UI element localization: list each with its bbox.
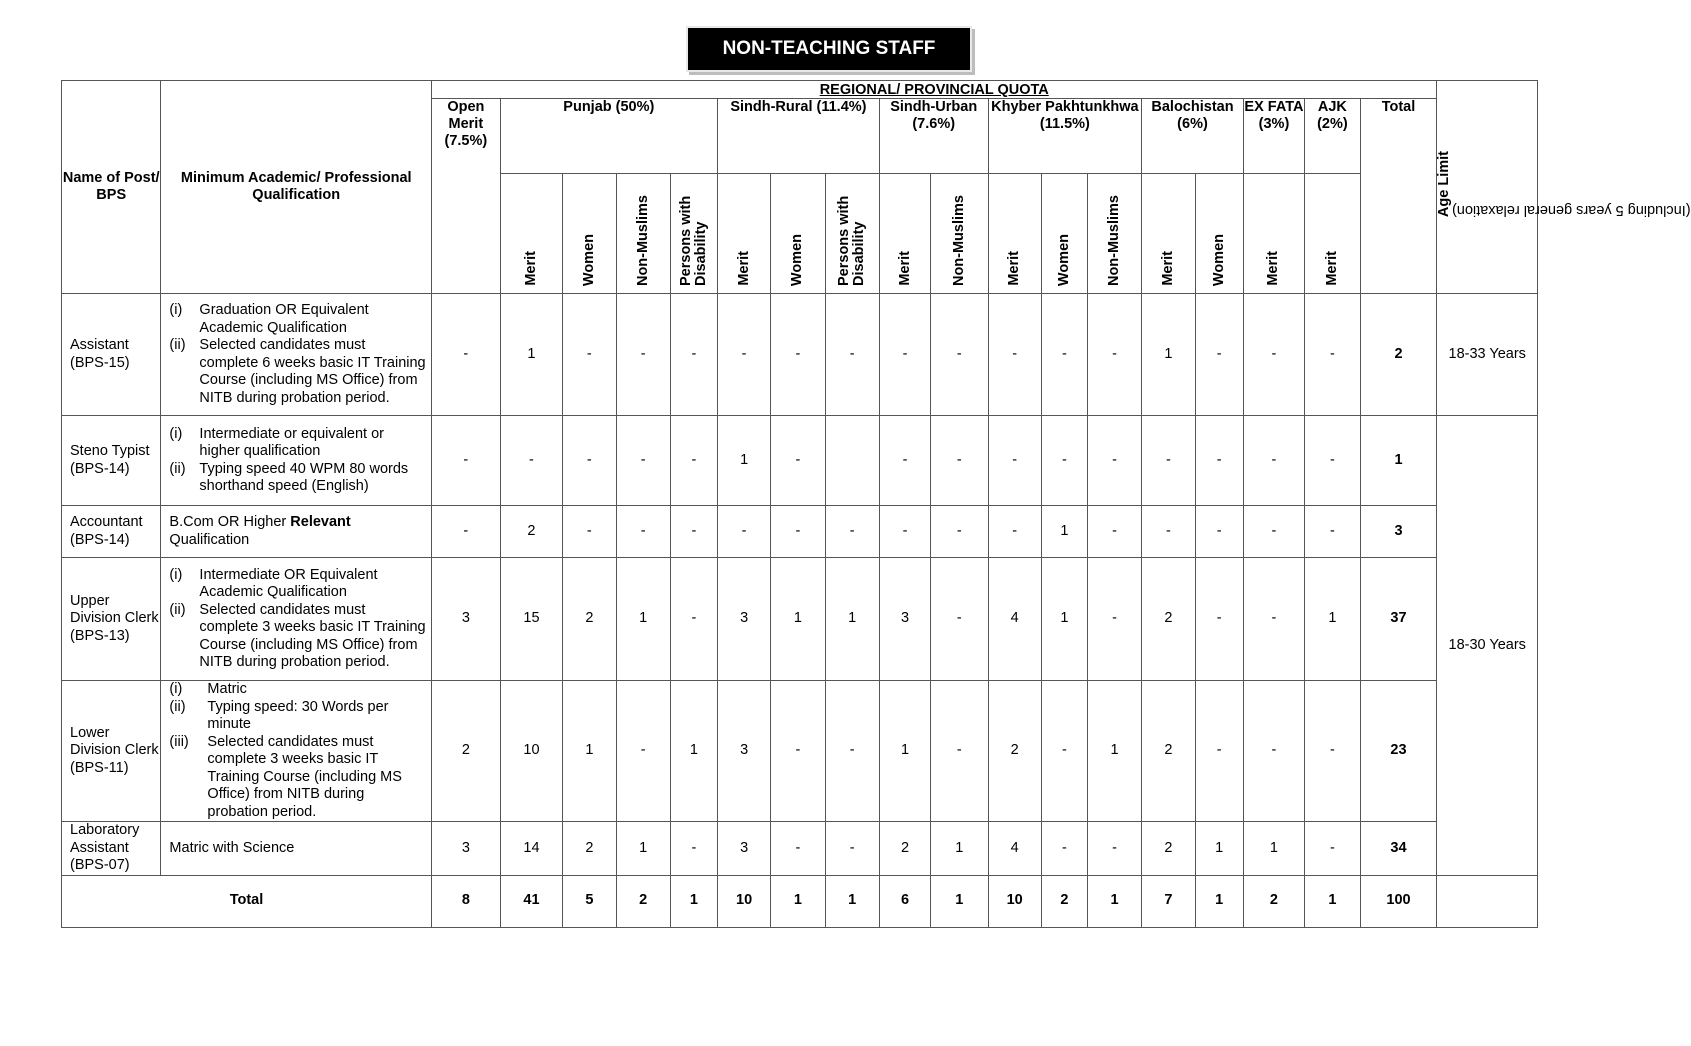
cell: - bbox=[432, 506, 501, 558]
qual-text-bold: Relevant bbox=[290, 514, 351, 530]
total-age-blank bbox=[1437, 875, 1538, 927]
table-row bbox=[62, 416, 1538, 506]
post-name: Assistant (BPS-15) bbox=[62, 294, 161, 416]
cell: 1 bbox=[1041, 558, 1087, 681]
cell: 1 bbox=[931, 822, 988, 876]
cell: - bbox=[1305, 681, 1360, 822]
cell: - bbox=[931, 416, 988, 506]
cell: - bbox=[825, 506, 879, 558]
table-row bbox=[62, 558, 1538, 681]
cell: 1 bbox=[1142, 294, 1195, 416]
cell: 2 bbox=[1142, 681, 1195, 822]
cell: 1 bbox=[1087, 681, 1141, 822]
cell: 2 bbox=[432, 681, 501, 822]
total-cell: 1 bbox=[931, 875, 988, 927]
sub-merit: Merit bbox=[500, 174, 563, 294]
qual-text: Typing speed 40 WPM 80 words shorthand speed (English) bbox=[199, 460, 409, 494]
qualification bbox=[161, 681, 432, 822]
qualification bbox=[161, 506, 432, 558]
quota-table bbox=[61, 80, 1691, 928]
header-sindh-urban: Sindh-Urban (7.6%) bbox=[879, 99, 988, 174]
cell: - bbox=[879, 506, 930, 558]
cell: 4 bbox=[988, 558, 1041, 681]
qualification bbox=[161, 558, 432, 681]
cell: 1 bbox=[717, 416, 770, 506]
qual-num: (ii) bbox=[169, 601, 186, 618]
cell: 2 bbox=[879, 822, 930, 876]
cell: - bbox=[1243, 681, 1305, 822]
cell: - bbox=[771, 294, 825, 416]
sub-women: Women bbox=[1041, 174, 1087, 294]
qualification bbox=[161, 294, 432, 416]
header-post: Name of Post/ BPS bbox=[62, 81, 161, 294]
cell: - bbox=[1305, 294, 1360, 416]
row-total: 23 bbox=[1360, 681, 1437, 822]
cell: 2 bbox=[563, 822, 616, 876]
qual-num: (ii) bbox=[169, 337, 186, 353]
post-name: Lower Division Clerk (BPS-11) bbox=[62, 681, 161, 822]
qual-text: Intermediate or equivalent or higher qualification bbox=[199, 425, 384, 459]
total-cell: 1 bbox=[1195, 875, 1243, 927]
cell: - bbox=[931, 558, 988, 681]
cell: 1 bbox=[771, 558, 825, 681]
cell: 3 bbox=[879, 558, 930, 681]
cell: - bbox=[500, 416, 563, 506]
total-label: Total bbox=[62, 875, 432, 927]
cell: - bbox=[1305, 416, 1360, 506]
cell: - bbox=[432, 416, 501, 506]
cell: - bbox=[931, 506, 988, 558]
cell: - bbox=[1142, 416, 1195, 506]
cell: - bbox=[670, 416, 717, 506]
cell: 1 bbox=[1305, 558, 1360, 681]
cell: 1 bbox=[879, 681, 930, 822]
cell: - bbox=[1195, 294, 1243, 416]
sub-merit: Merit bbox=[1142, 174, 1195, 294]
cell: - bbox=[825, 294, 879, 416]
total-cell: 5 bbox=[563, 875, 616, 927]
cell: - bbox=[1041, 822, 1087, 876]
cell: - bbox=[1243, 558, 1305, 681]
sub-merit: Merit bbox=[1305, 174, 1360, 294]
cell: 1 bbox=[1041, 506, 1087, 558]
cell: - bbox=[563, 416, 616, 506]
row-total: 2 bbox=[1360, 294, 1437, 416]
cell: 3 bbox=[717, 558, 770, 681]
qualification bbox=[161, 416, 432, 506]
cell: - bbox=[432, 294, 501, 416]
sub-disability: Persons with Disability bbox=[825, 174, 879, 294]
cell: - bbox=[825, 681, 879, 822]
cell: - bbox=[670, 506, 717, 558]
cell: - bbox=[1195, 416, 1243, 506]
total-cell: 2 bbox=[1041, 875, 1087, 927]
qual-num: (ii) bbox=[169, 460, 186, 477]
cell: 1 bbox=[616, 558, 670, 681]
cell: - bbox=[879, 416, 930, 506]
cell: - bbox=[988, 294, 1041, 416]
header-quota: REGIONAL/ PROVINCIAL QUOTA bbox=[432, 81, 1437, 99]
total-cell: 1 bbox=[1305, 875, 1360, 927]
sub-women: Women bbox=[563, 174, 616, 294]
cell: - bbox=[988, 506, 1041, 558]
post-name: Upper Division Clerk (BPS-13) bbox=[62, 558, 161, 681]
qual-num: (iii) bbox=[169, 733, 189, 750]
cell: - bbox=[1087, 416, 1141, 506]
total-cell: 41 bbox=[500, 875, 563, 927]
total-row bbox=[62, 875, 1538, 927]
cell: - bbox=[670, 558, 717, 681]
header-total: Total bbox=[1360, 99, 1437, 294]
header-kp: Khyber Pakhtunkhwa (11.5%) bbox=[988, 99, 1142, 174]
header-qualification: Minimum Academic/ Professional Qualification bbox=[161, 81, 432, 294]
cell: 1 bbox=[563, 681, 616, 822]
cell: 1 bbox=[616, 822, 670, 876]
table-row bbox=[62, 681, 1538, 822]
cell: 15 bbox=[500, 558, 563, 681]
qual-num: (i) bbox=[169, 566, 183, 583]
cell: - bbox=[771, 681, 825, 822]
cell: - bbox=[931, 294, 988, 416]
header-fata: EX FATA (3%) bbox=[1243, 99, 1305, 174]
table-row bbox=[62, 506, 1538, 558]
cell: 1 bbox=[670, 681, 717, 822]
cell: - bbox=[1087, 294, 1141, 416]
qual-num: (i) bbox=[169, 425, 183, 442]
cell bbox=[825, 416, 879, 506]
sub-disability: Persons with Disability bbox=[670, 174, 717, 294]
cell: - bbox=[670, 294, 717, 416]
cell: 3 bbox=[717, 681, 770, 822]
cell: - bbox=[931, 681, 988, 822]
sub-non-muslims: Non-Muslims bbox=[616, 174, 670, 294]
cell: - bbox=[1087, 506, 1141, 558]
cell: 2 bbox=[1142, 822, 1195, 876]
row-total: 34 bbox=[1360, 822, 1437, 876]
cell: - bbox=[1195, 506, 1243, 558]
cell: 2 bbox=[1142, 558, 1195, 681]
qual-text: Typing speed: 30 Words per minute bbox=[207, 698, 389, 732]
row-total: 37 bbox=[1360, 558, 1437, 681]
sub-women: Women bbox=[771, 174, 825, 294]
cell: 1 bbox=[825, 558, 879, 681]
cell: - bbox=[1243, 416, 1305, 506]
cell: - bbox=[1041, 416, 1087, 506]
qual-text: Qualification bbox=[169, 531, 250, 548]
cell: - bbox=[616, 416, 670, 506]
cell: - bbox=[1305, 506, 1360, 558]
qual-text: B.Com OR Higher bbox=[169, 514, 291, 530]
total-cell: 10 bbox=[717, 875, 770, 927]
age-limit: 18-33 Years bbox=[1437, 294, 1538, 416]
cell: 3 bbox=[432, 822, 501, 876]
cell: - bbox=[1243, 294, 1305, 416]
sub-merit: Merit bbox=[1243, 174, 1305, 294]
header-age-limit bbox=[1436, 81, 1691, 294]
cell: - bbox=[563, 294, 616, 416]
cell: 1 bbox=[1243, 822, 1305, 876]
age-limit: 18-30 Years bbox=[1437, 416, 1538, 876]
cell: - bbox=[1041, 681, 1087, 822]
total-cell: 2 bbox=[616, 875, 670, 927]
cell: 4 bbox=[988, 822, 1041, 876]
cell: - bbox=[717, 506, 770, 558]
total-cell: 8 bbox=[432, 875, 501, 927]
grand-total: 100 bbox=[1360, 875, 1437, 927]
cell: - bbox=[771, 506, 825, 558]
cell: - bbox=[717, 294, 770, 416]
row-total: 3 bbox=[1360, 506, 1437, 558]
cell: - bbox=[616, 681, 670, 822]
qualification: Matric with Science bbox=[161, 822, 432, 876]
total-cell: 6 bbox=[879, 875, 930, 927]
cell: 2 bbox=[563, 558, 616, 681]
post-name: Accountant (BPS-14) bbox=[62, 506, 161, 558]
cell: 2 bbox=[500, 506, 563, 558]
sub-women: Women bbox=[1195, 174, 1243, 294]
cell: - bbox=[771, 822, 825, 876]
cell: - bbox=[563, 506, 616, 558]
header-punjab: Punjab (50%) bbox=[500, 99, 717, 174]
cell: 1 bbox=[1195, 822, 1243, 876]
row-total: 1 bbox=[1360, 416, 1437, 506]
age-limit-note: (Including 5 years general relaxation) bbox=[1452, 202, 1691, 219]
cell: - bbox=[771, 416, 825, 506]
header-row-1 bbox=[62, 81, 1538, 99]
sub-merit: Merit bbox=[717, 174, 770, 294]
cell: - bbox=[1305, 822, 1360, 876]
cell: - bbox=[1087, 822, 1141, 876]
cell: - bbox=[988, 416, 1041, 506]
qual-text: Matric bbox=[207, 681, 247, 697]
cell: - bbox=[879, 294, 930, 416]
table-row bbox=[62, 294, 1538, 416]
total-cell: 10 bbox=[988, 875, 1041, 927]
header-sindh-rural: Sindh-Rural (11.4%) bbox=[717, 99, 879, 174]
cell: - bbox=[1195, 681, 1243, 822]
cell: - bbox=[670, 822, 717, 876]
sub-merit: Merit bbox=[879, 174, 930, 294]
qual-text: Graduation OR Equivalent Academic Qualification bbox=[199, 302, 369, 336]
qual-text: Selected candidates must complete 6 weeks basic IT Training Course (including MS Office) from NITB during probation period. bbox=[199, 337, 426, 406]
cell: 14 bbox=[500, 822, 563, 876]
cell: - bbox=[1243, 506, 1305, 558]
sub-merit: Merit bbox=[988, 174, 1041, 294]
cell: 10 bbox=[500, 681, 563, 822]
cell: - bbox=[1195, 558, 1243, 681]
header-balochistan: Balochistan (6%) bbox=[1142, 99, 1243, 174]
post-name: Laboratory Assistant (BPS-07) bbox=[62, 822, 161, 876]
qual-num: (ii) bbox=[169, 698, 186, 715]
page-title: NON-TEACHING STAFF bbox=[686, 26, 972, 72]
header-open-merit: Open Merit (7.5%) bbox=[432, 99, 501, 294]
cell: 2 bbox=[988, 681, 1041, 822]
qual-text: Selected candidates must complete 3 weeks basic IT Training Course (including MS Office) from NITB during probation period. bbox=[207, 733, 402, 820]
header-ajk: AJK (2%) bbox=[1305, 99, 1360, 174]
qual-num: (i) bbox=[169, 681, 183, 697]
total-cell: 1 bbox=[771, 875, 825, 927]
total-cell: 2 bbox=[1243, 875, 1305, 927]
cell: 3 bbox=[432, 558, 501, 681]
post-name: Steno Typist (BPS-14) bbox=[62, 416, 161, 506]
total-cell: 1 bbox=[825, 875, 879, 927]
total-cell: 1 bbox=[1087, 875, 1141, 927]
cell: - bbox=[1142, 506, 1195, 558]
age-limit-label: Age Limit bbox=[1436, 151, 1453, 218]
cell: - bbox=[1087, 558, 1141, 681]
cell: - bbox=[616, 294, 670, 416]
cell: - bbox=[1041, 294, 1087, 416]
sub-non-muslims: Non-Muslims bbox=[1087, 174, 1141, 294]
cell: 1 bbox=[500, 294, 563, 416]
cell: 3 bbox=[717, 822, 770, 876]
cell: - bbox=[616, 506, 670, 558]
sub-non-muslims: Non-Muslims bbox=[931, 174, 988, 294]
cell: - bbox=[825, 822, 879, 876]
qual-num: (i) bbox=[169, 302, 183, 318]
total-cell: 7 bbox=[1142, 875, 1195, 927]
total-cell: 1 bbox=[670, 875, 717, 927]
table-row bbox=[62, 822, 1538, 876]
qual-text: Intermediate OR Equivalent Academic Qualification bbox=[199, 566, 378, 600]
qual-text: Selected candidates must complete 3 weeks basic IT Training Course (including MS Office) from NITB during probation period. bbox=[199, 601, 426, 670]
